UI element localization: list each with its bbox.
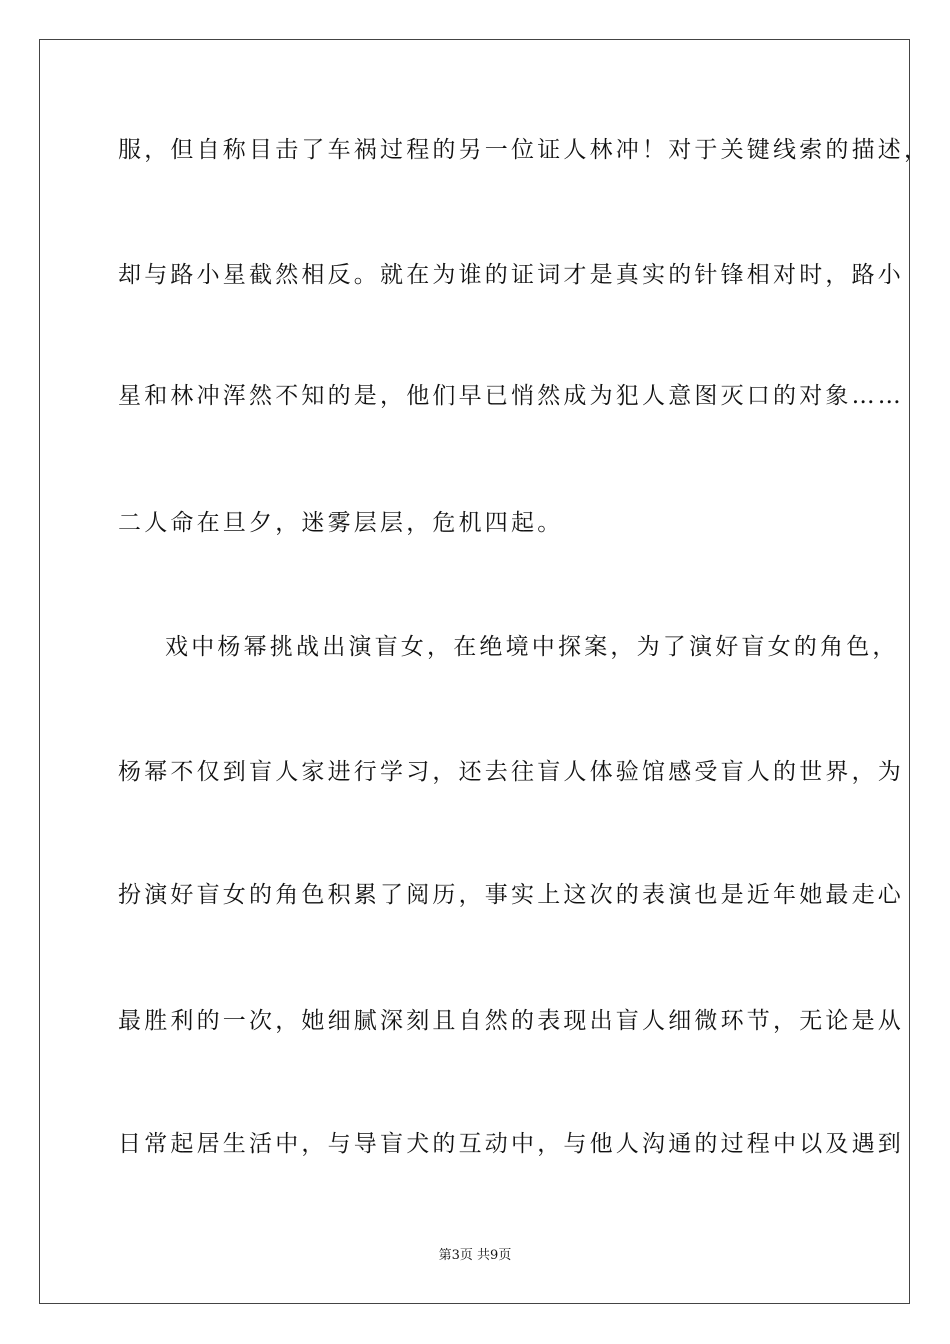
paragraph-line-8: 最胜利的一次，她细腻深刻且自然的表现出盲人细微环节，无论是从 — [118, 1008, 904, 1034]
paragraph-line-2: 却与路小星截然相反。就在为谁的证词才是真实的针锋相对时，路小 — [118, 262, 904, 288]
paragraph-line-3: 星和林冲浑然不知的是，他们早已悄然成为犯人意图灭口的对象…… — [118, 383, 904, 409]
paragraph-line-7: 扮演好盲女的角色积累了阅历，事实上这次的表演也是近年她最走心 — [118, 882, 904, 908]
paragraph-line-5: 戏中杨幂挑战出演盲女，在绝境中探案，为了演好盲女的角色， — [165, 634, 899, 660]
page-border — [39, 39, 910, 1304]
page-number-footer: 第3页 共9页 — [438, 1248, 512, 1263]
paragraph-line-9: 日常起居生活中，与导盲犬的互动中，与他人沟通的过程中以及遇到 — [118, 1131, 904, 1157]
paragraph-line-6: 杨幂不仅到盲人家进行学习，还去往盲人体验馆感受盲人的世界，为 — [118, 759, 904, 785]
paragraph-line-4: 二人命在旦夕，迷雾层层，危机四起。 — [118, 510, 564, 536]
paragraph-line-1: 服，但自称目击了车祸过程的另一位证人林冲！对于关键线索的描述， — [118, 137, 931, 163]
